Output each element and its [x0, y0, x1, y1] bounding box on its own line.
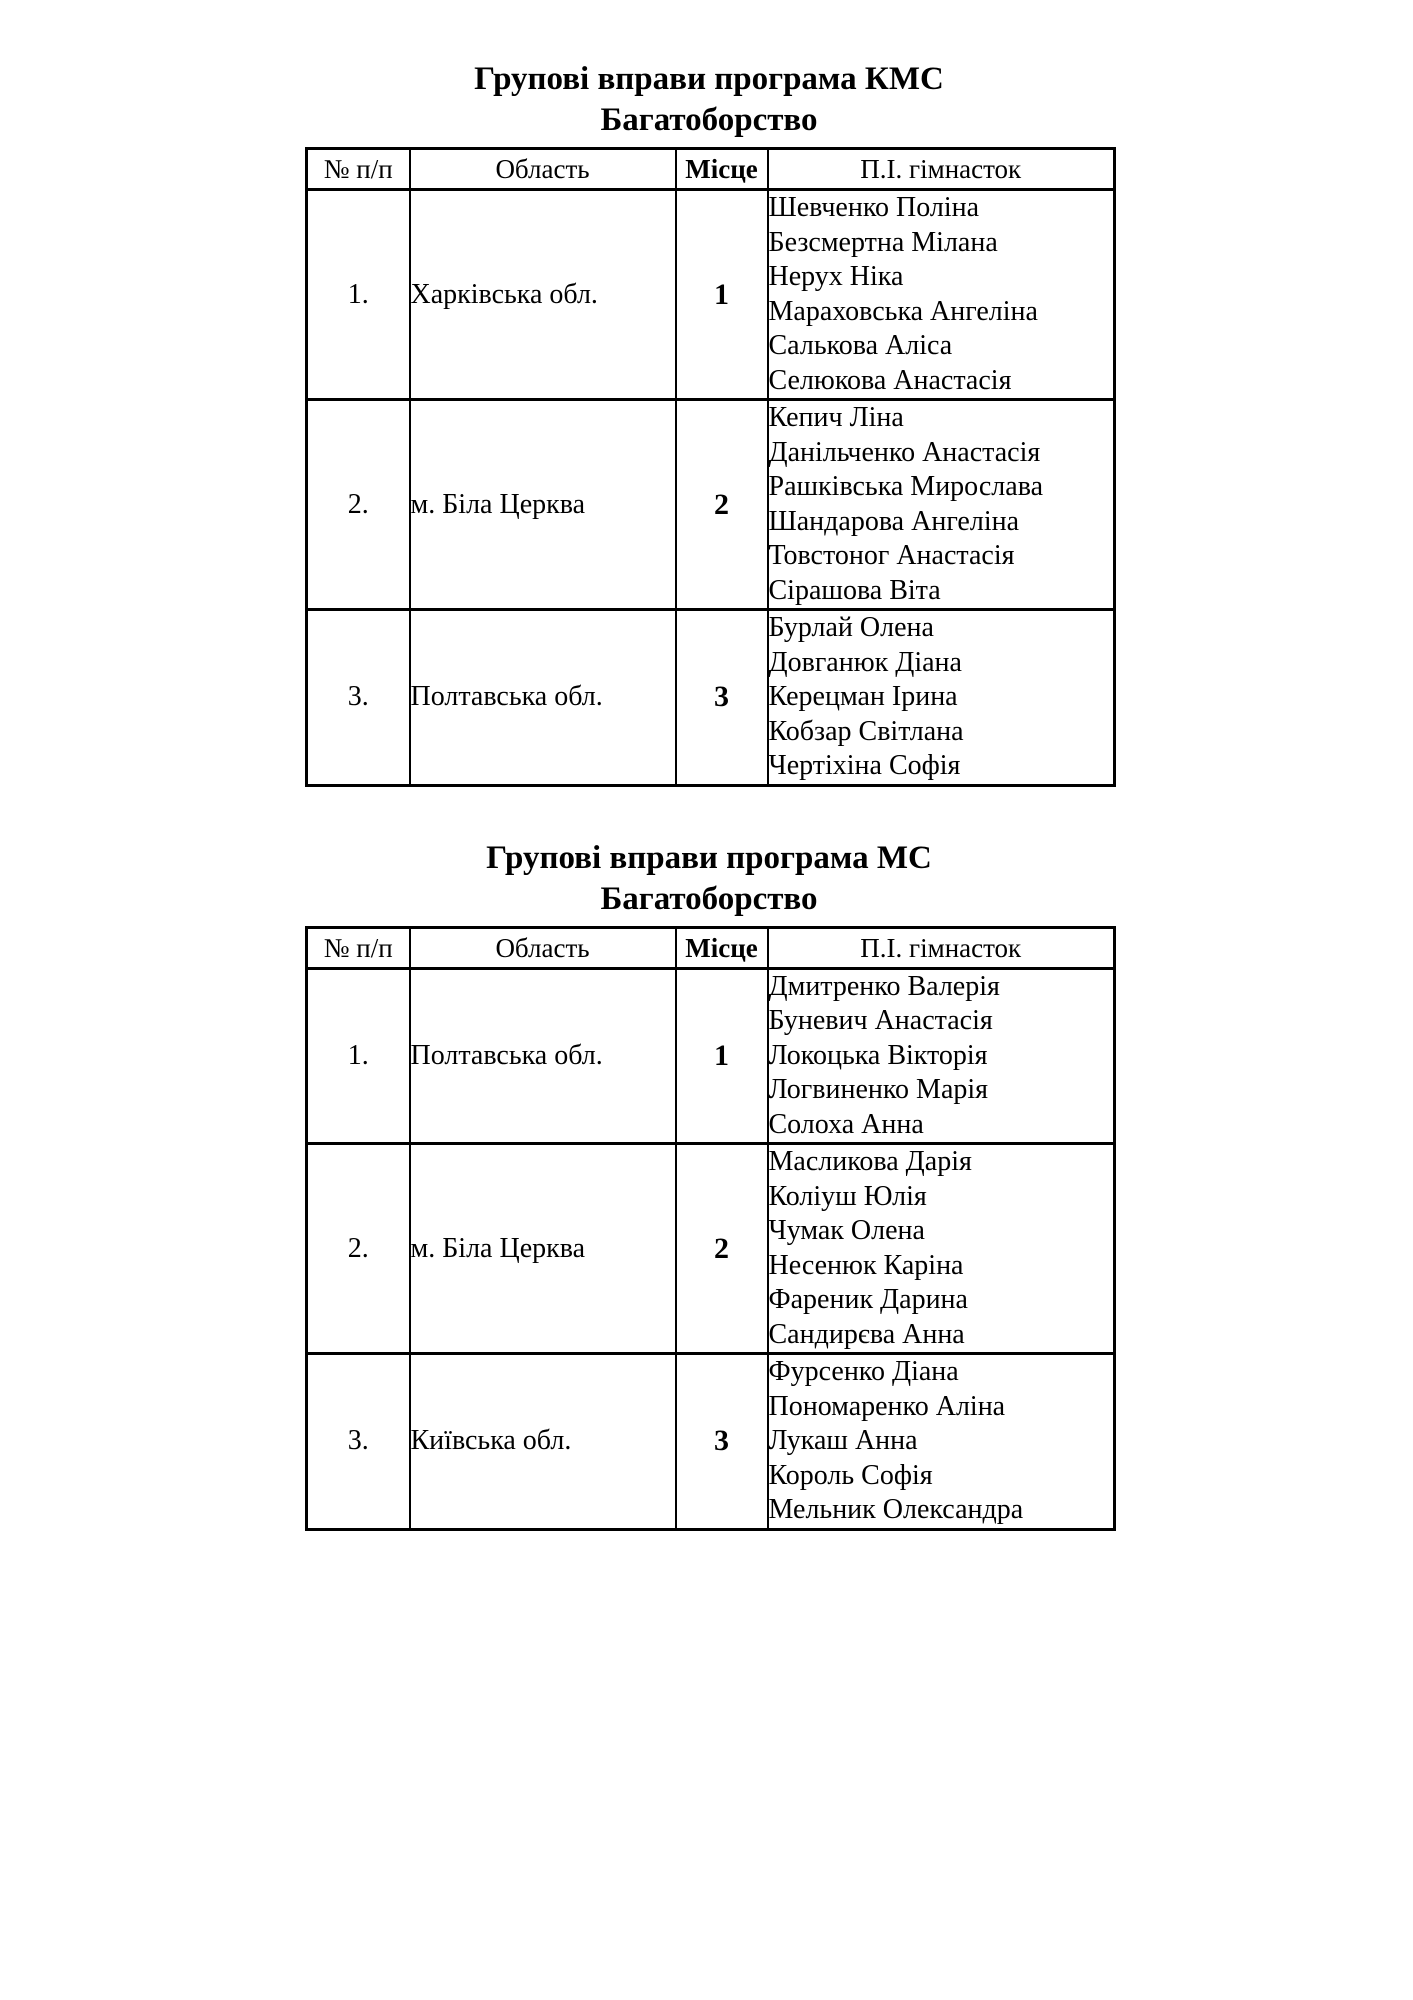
gymnast-list [768, 400, 1115, 610]
place-value: 2 [676, 400, 768, 610]
row-number: 1. [307, 190, 410, 400]
gymnast-name: Селюкова Анастасія [768, 364, 1012, 396]
place-value: 1 [676, 968, 768, 1144]
table-row [307, 1144, 1115, 1354]
table-row [307, 610, 1115, 786]
table-row [307, 1354, 1115, 1530]
row-number: 1. [307, 968, 410, 1144]
region-name: Полтавська обл. [410, 610, 676, 786]
col-header-gymnasts: П.І. гімнасток [768, 927, 1115, 968]
gymnast-name: Товстоног Анастасія [768, 540, 1015, 571]
place-value: 1 [676, 190, 768, 400]
place-value: 3 [676, 610, 768, 786]
results-section-kms [305, 58, 1113, 787]
gymnast-name: Логвиненко Марія [768, 1074, 989, 1105]
gymnast-name: Чумак Олена [768, 1215, 925, 1246]
region-name: Полтавська обл. [410, 968, 676, 1144]
results-table-kms [305, 147, 1116, 787]
gymnast-list [768, 968, 1115, 1144]
place-value: 2 [676, 1144, 768, 1354]
gymnast-name: Сірашова Віта [768, 574, 941, 606]
table-row [307, 190, 1115, 400]
row-number: 2. [307, 400, 410, 610]
gymnast-name: Бурлай Олена [768, 612, 934, 643]
gymnast-name: Рашківська Мирослава [768, 471, 1043, 502]
gymnast-name: Безсмертна Мілана [768, 226, 998, 258]
col-header-place: Місце [676, 927, 768, 968]
gymnast-name: Несенюк Каріна [768, 1249, 964, 1281]
gymnast-name: Дмитренко Валерія [768, 970, 1000, 1002]
gymnast-name: Нерух Ніка [768, 261, 904, 292]
table-header-row [307, 149, 1115, 190]
table-row [307, 400, 1115, 610]
gymnast-name: Чертіхіна Софія [768, 750, 961, 781]
gymnast-name: Довганюк Діана [768, 646, 962, 678]
table-header-row [307, 927, 1115, 968]
row-number: 3. [307, 1354, 410, 1530]
gymnast-name: Керецман Ірина [768, 681, 958, 712]
gymnast-name: Салькова Аліса [768, 330, 953, 361]
gymnast-name: Мельник Олександра [768, 1494, 1024, 1525]
region-name: Київська обл. [410, 1354, 676, 1530]
results-section-ms [305, 837, 1113, 1531]
results-table-ms [305, 926, 1116, 1531]
gymnast-name: Пономаренко Аліна [768, 1390, 1006, 1422]
place-value: 3 [676, 1354, 768, 1530]
region-name: Харківська обл. [410, 190, 676, 400]
gymnast-list [768, 1354, 1115, 1530]
gymnast-name: Фурсенко Діана [768, 1356, 959, 1387]
gymnast-name: Локоцька Вікторія [768, 1039, 988, 1071]
section-title: Групові вправи програма КМС [474, 61, 944, 97]
gymnast-name: Масликова Дарія [768, 1146, 972, 1177]
section-subtitle: Багатоборство [600, 880, 818, 917]
gymnast-name: Данільченко Анастасія [768, 436, 1041, 468]
region-name: м. Біла Церква [410, 1144, 676, 1354]
gymnast-name: Коліуш Юлія [768, 1180, 927, 1212]
gymnast-name: Кобзар Світлана [768, 715, 964, 747]
section-title: Групові вправи програма МС [486, 839, 932, 876]
row-number: 3. [307, 610, 410, 786]
section-subtitle: Багатоборство [600, 102, 818, 138]
col-header-place: Місце [676, 149, 768, 190]
row-number: 2. [307, 1144, 410, 1354]
document-content [305, 58, 1113, 1531]
gymnast-list [768, 610, 1115, 786]
gymnast-name: Шевченко Поліна [768, 192, 980, 223]
gymnast-name: Кепич Ліна [768, 402, 904, 433]
gymnast-list [768, 190, 1115, 400]
gymnast-list [768, 1144, 1115, 1354]
gymnast-name: Король Софія [768, 1459, 933, 1491]
region-name: м. Біла Церква [410, 400, 676, 610]
gymnast-name: Мараховська Ангеліна [768, 295, 1038, 327]
gymnast-name: Шандарова Ангеліна [768, 505, 1020, 537]
gymnast-name: Фареник Дарина [768, 1284, 968, 1315]
col-header-gymnasts: П.І. гімнасток [768, 149, 1115, 190]
gymnast-name: Солоха Анна [768, 1108, 924, 1140]
gymnast-name: Буневич Анастасія [768, 1005, 993, 1036]
col-header-region: Область [410, 927, 676, 968]
gymnast-name: Лукаш Анна [768, 1425, 918, 1456]
gymnast-name: Сандирєва Анна [768, 1318, 965, 1350]
col-header-region: Область [410, 149, 676, 190]
col-header-number: № п/п [307, 927, 410, 968]
table-row [307, 968, 1115, 1144]
col-header-number: № п/п [307, 149, 410, 190]
